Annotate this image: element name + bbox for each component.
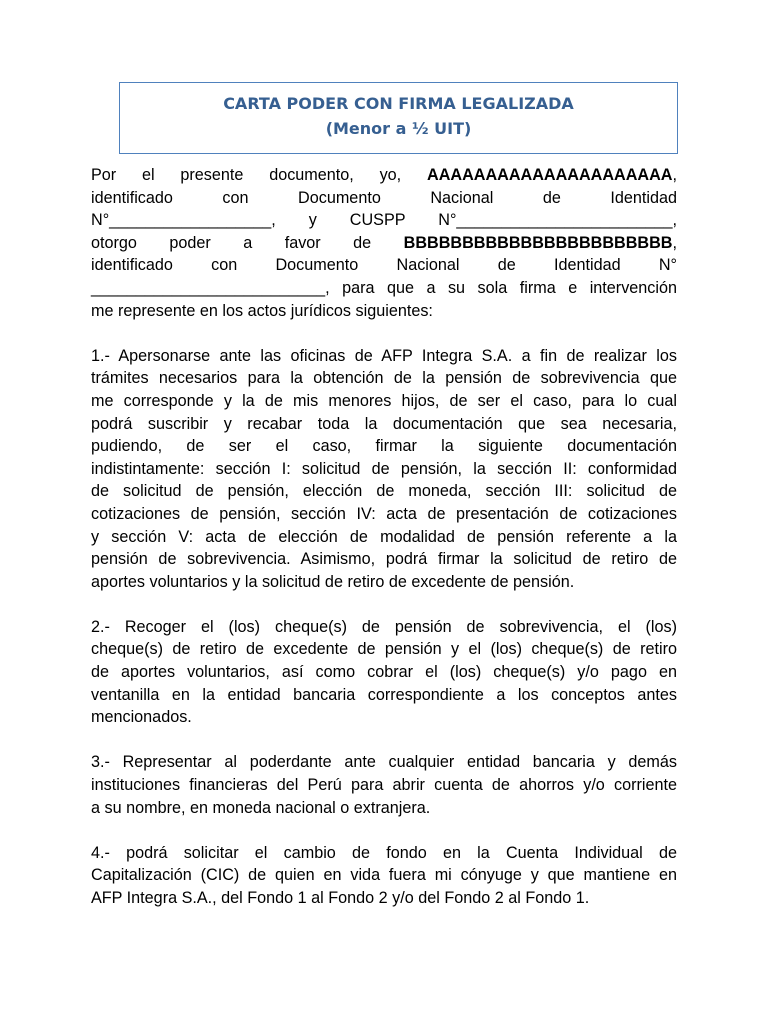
poderdante-name: AAAAAAAAAAAAAAAAAAAAA (427, 166, 673, 184)
intro-line-3: N°__________________, y CUSPP N°________________________, (91, 211, 677, 230)
item-2-paragraph (91, 616, 677, 729)
apoderado-name: BBBBBBBBBBBBBBBBBBBBBBB (403, 233, 673, 252)
intro-paragraph (91, 164, 677, 322)
intro-comma: , (672, 166, 677, 184)
title-box (119, 82, 678, 154)
document-title: CARTA PODER CON FIRMA LEGALIZADA (223, 94, 574, 113)
item-2-line: mencionados. (91, 708, 192, 727)
item-3-paragraph (91, 751, 677, 819)
item-1-line: aportes voluntarios y la solicitud de retiro de excedente de pensión. (91, 572, 575, 591)
item-2-line: 2.- Recoger el (los) cheque(s) de pensión de sobrevivencia, el (los) (91, 617, 677, 636)
item-3-line: a su nombre, en moneda nacional o extranjera. (91, 798, 431, 817)
item-1-line: pensión de sobrevivencia. Asimismo, podrá firmar la solicitud de retiro de (91, 550, 677, 569)
item-3-line: 3.- Representar al poderdante ante cualquier entidad bancaria y demás (91, 753, 677, 772)
item-2-line: cheque(s) de retiro de excedente de pensión y el (los) cheque(s) de retiro (91, 640, 677, 659)
intro-line-2: identificado con Documento Nacional de Identidad (91, 188, 677, 207)
item-1-line: y sección V: acta de elección de modalidad de pensión referente a la (91, 527, 677, 546)
item-3-line: instituciones financieras del Perú para abrir cuenta de ahorros y/o corriente (91, 776, 677, 795)
intro-text: otorgo poder a favor de (91, 233, 404, 252)
item-4-line: AFP Integra S.A., del Fondo 1 al Fondo 2 y/o del Fondo 2 al Fondo 1. (91, 889, 590, 907)
item-1-line: me corresponde y la de mis menores hijos, de ser el caso, para lo cual (91, 391, 677, 410)
item-1-line: de solicitud de pensión, elección de moneda, sección III: solicitud de (91, 482, 677, 501)
intro-line-7: me represente en los actos jurídicos siguientes: (91, 301, 433, 320)
intro-comma: , (672, 233, 677, 252)
item-1-line: podrá suscribir y recabar toda la documentación que sea necesaria, (91, 414, 677, 433)
intro-line-6: __________________________, para que a su sola firma e intervención (91, 278, 677, 297)
item-1-paragraph (91, 345, 677, 594)
item-1-line: pudiendo, de ser el caso, firmar la siguiente documentación (91, 437, 677, 456)
intro-text: Por el presente documento, yo, (91, 166, 427, 184)
document-subtitle: (Menor a ½ UIT) (325, 119, 472, 138)
item-4-line: 4.- podrá solicitar el cambio de fondo en la Cuenta Individual de (91, 843, 677, 862)
item-2-line: ventanilla en la entidad bancaria correspondiente a los conceptos antes (91, 685, 677, 704)
item-2-line: de aportes voluntarios, así como cobrar el (los) cheque(s) y/o pago en (91, 663, 677, 682)
item-1-line: trámites necesarios para la obtención de la pensión de sobrevivencia que (91, 369, 677, 388)
item-4-paragraph (91, 842, 677, 910)
intro-line-4 (91, 232, 677, 255)
item-1-line: cotizaciones de pensión, sección IV: acta de presentación de cotizaciones (91, 504, 677, 523)
item-4-line: Capitalización (CIC) de quien en vida fuera mi cónyuge y que mantiene en (91, 866, 677, 885)
item-1-line: indistintamente: sección I: solicitud de pensión, la sección II: conformidad (91, 459, 677, 478)
document-body (91, 164, 677, 932)
intro-line-1 (91, 164, 677, 187)
item-1-line: 1.- Apersonarse ante las oficinas de AFP Integra S.A. a fin de realizar los (91, 346, 677, 365)
intro-line-5: identificado con Documento Nacional de Identidad N° (91, 256, 677, 275)
